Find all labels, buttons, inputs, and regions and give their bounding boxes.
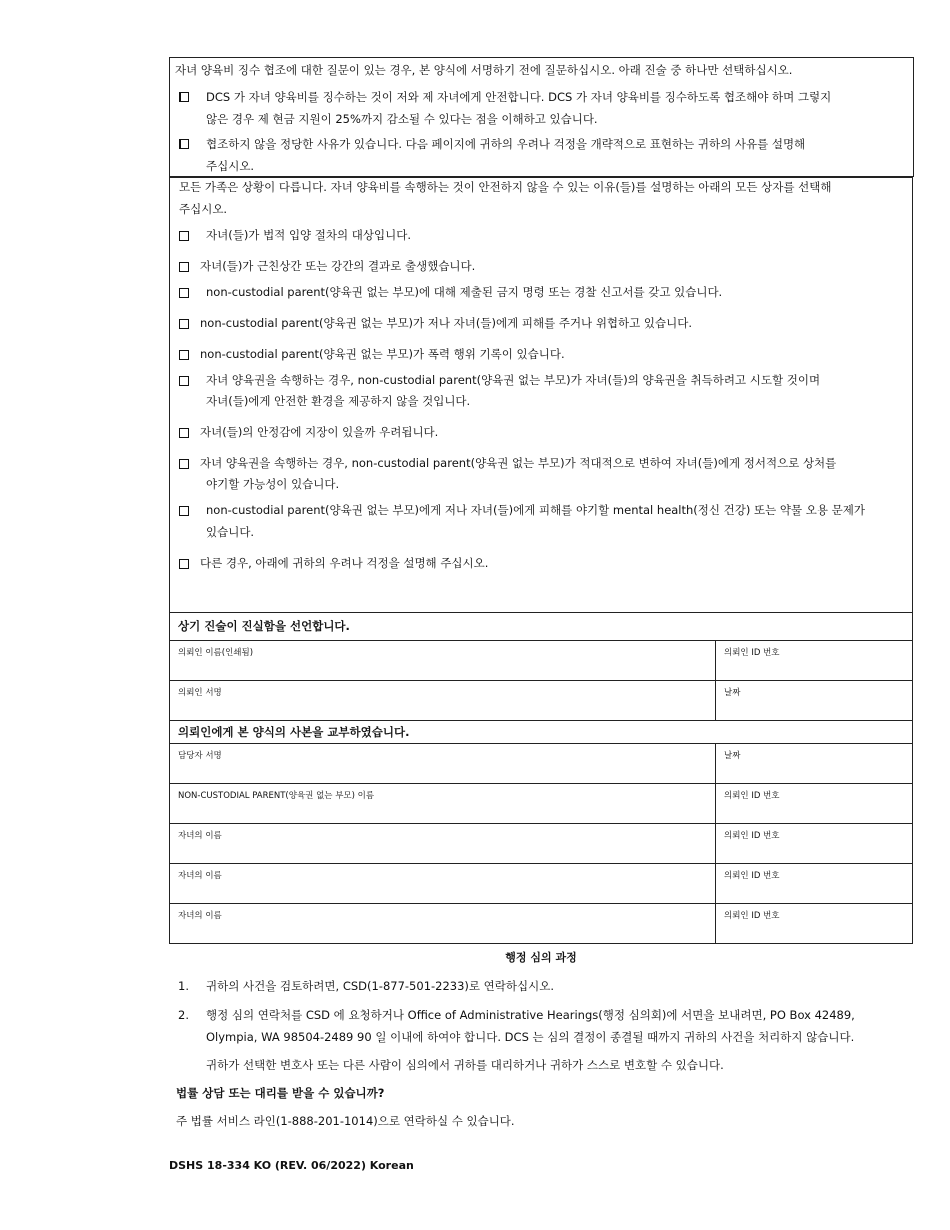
- reason-violence-record-checkbox[interactable]: [179, 350, 189, 360]
- form-id: DSHS 18-334 KO (REV. 06/2022) Korean: [169, 1159, 414, 1172]
- child-client-id-label: 의뢰인 ID 번호: [724, 831, 780, 841]
- reason-custody-attempt-line1: 자녀 양육권을 속행하는 경우, non-custodial parent(양육권 없는 부모)가 자녀(들)의 양육권을 취득하려고 시도할 것이며: [206, 373, 821, 387]
- client-name-label: 의뢰인 이름(인쇄됨): [178, 648, 254, 658]
- child-name-label: 자녀의 이름: [178, 831, 222, 841]
- reason-restraining-order-label: non-custodial parent(양육권 없는 부모)에 대해 제출된 금지 명령 또는 경찰 신고서를 갖고 있습니다.: [206, 285, 723, 299]
- option-safe-line1: DCS 가 자녀 양육비를 징수하는 것이 저와 제 자녀에게 안전합니다. DCS 가 자녀 양육비를 징수하도록 협조해야 하며 그렇지: [206, 90, 832, 104]
- reason-hostile-line2: 야기할 가능성이 있습니다.: [206, 477, 340, 491]
- ncp-client-id-label: 의뢰인 ID 번호: [724, 791, 780, 801]
- cooperation-intro: 자녀 양육비 징수 협조에 대한 질문이 있는 경우, 본 양식에 서명하기 전에 질문하십시오. 아래 진술 중 하나만 선택하십시오.: [175, 63, 793, 77]
- reason-mental-health-line2: 있습니다.: [206, 525, 255, 539]
- copy-given-heading: 의뢰인에게 본 양식의 사본을 교부하였습니다.: [178, 725, 410, 739]
- option-good-cause-line2: 주십시오.: [206, 159, 255, 173]
- divider: [169, 783, 913, 784]
- divider: [169, 680, 913, 681]
- reason-stability-checkbox[interactable]: [179, 428, 189, 438]
- reasons-intro-line2: 주십시오.: [179, 202, 228, 216]
- reason-restraining-order-checkbox[interactable]: [179, 288, 189, 298]
- divider: [169, 823, 913, 824]
- reason-other-checkbox[interactable]: [179, 559, 189, 569]
- child-name-label: 자녀의 이름: [178, 911, 222, 921]
- ncp-name-label: NON-CUSTODIAL PARENT(양육권 없는 부모) 이름: [178, 791, 375, 801]
- option-good-cause-line1: 협조하지 않을 정당한 사유가 있습니다. 다음 페이지에 귀하의 우려나 걱정을 개략적으로 표현하는 귀하의 사유를 설명해: [206, 137, 806, 151]
- admin-review-heading: 행정 심의 과정: [505, 951, 577, 964]
- worker-date-label: 날짜: [724, 751, 741, 761]
- client-id-label: 의뢰인 ID 번호: [724, 648, 780, 658]
- child-name-label: 자녀의 이름: [178, 871, 222, 881]
- item1-number: 1.: [178, 979, 189, 993]
- divider: [715, 743, 716, 944]
- legal-help-heading: 법률 상담 또는 대리를 받을 수 있습니까?: [176, 1086, 385, 1100]
- reason-incest-label: 자녀(들)가 근친상간 또는 강간의 결과로 출생했습니다.: [200, 259, 476, 273]
- reason-hostile-checkbox[interactable]: [179, 459, 189, 469]
- reasons-intro-line1: 모든 가족은 상황이 다릅니다. 자녀 양육비를 속행하는 것이 안전하지 않을 수 있는 이유(들)를 설명하는 아래의 모든 상자를 선택해: [179, 180, 832, 194]
- divider: [169, 743, 913, 744]
- reason-custody-attempt-checkbox[interactable]: [179, 376, 189, 386]
- divider: [169, 640, 913, 641]
- item2-line3: 귀하가 선택한 변호사 또는 다른 사람이 심의에서 귀하를 대리하거나 귀하가 스스로 변호할 수 있습니다.: [206, 1058, 724, 1072]
- item1-text: 귀하의 사건을 검토하려면, CSD(1-877-501-2233)로 연락하십시오.: [206, 979, 554, 993]
- reason-violence-record-label: non-custodial parent(양육권 없는 부모)가 폭력 행위 기록이 있습니다.: [200, 347, 565, 361]
- option-safe-checkbox[interactable]: [179, 92, 189, 102]
- reason-adoption-label: 자녀(들)가 법적 입양 절차의 대상입니다.: [206, 228, 411, 242]
- child-client-id-label: 의뢰인 ID 번호: [724, 871, 780, 881]
- divider: [169, 863, 913, 864]
- client-signature-label: 의뢰인 서명: [178, 688, 222, 698]
- reason-adoption-checkbox[interactable]: [179, 231, 189, 241]
- reason-threat-label: non-custodial parent(양육권 없는 부모)가 저나 자녀(들)에게 피해를 주거나 위협하고 있습니다.: [200, 316, 693, 330]
- date-label: 날짜: [724, 688, 741, 698]
- reason-threat-checkbox[interactable]: [179, 319, 189, 329]
- reason-stability-label: 자녀(들)의 안정감에 지장이 있을까 우려됩니다.: [200, 425, 439, 439]
- item2-number: 2.: [178, 1008, 189, 1022]
- item2-line2: Olympia, WA 98504-2489 90 일 이내에 하여야 합니다. DCS 는 심의 결정이 종결될 때까지 귀하의 사건을 처리하지 않습니다.: [206, 1030, 855, 1044]
- declaration-heading: 상기 진술이 진실함을 선언합니다.: [178, 619, 350, 633]
- reason-hostile-line1: 자녀 양육권을 속행하는 경우, non-custodial parent(양육권 없는 부모)가 적대적으로 변하여 자녀(들)에게 정서적으로 상처를: [200, 456, 837, 470]
- reason-mental-health-line1: non-custodial parent(양육권 없는 부모)에게 저나 자녀(들)에게 피해를 야기할 mental health(정신 건강) 또는 약물 오용 문제가: [206, 503, 865, 517]
- item2-line1: 행정 심의 연락처를 CSD 에 요청하거나 Office of Administrative Hearings(행정 심의회)에 서면을 보내려면, PO Box 42489,: [206, 1008, 855, 1022]
- divider: [169, 720, 913, 721]
- option-safe-line2: 않은 경우 제 현금 지원이 25%까지 감소될 수 있다는 점을 이해하고 있습니다.: [206, 112, 598, 126]
- reason-incest-checkbox[interactable]: [179, 262, 189, 272]
- divider: [169, 612, 913, 613]
- worker-signature-label: 담당자 서명: [178, 751, 222, 761]
- reason-custody-attempt-line2: 자녀(들)에게 안전한 환경을 제공하지 않을 것입니다.: [206, 394, 471, 408]
- option-good-cause-checkbox[interactable]: [179, 139, 189, 149]
- legal-help-text: 주 법률 서비스 라인(1-888-201-1014)으로 연락하실 수 있습니다.: [176, 1114, 515, 1128]
- reason-other-label: 다른 경우, 아래에 귀하의 우려나 걱정을 설명해 주십시오.: [200, 556, 489, 570]
- child-client-id-label: 의뢰인 ID 번호: [724, 911, 780, 921]
- divider: [169, 903, 913, 904]
- reason-mental-health-checkbox[interactable]: [179, 506, 189, 516]
